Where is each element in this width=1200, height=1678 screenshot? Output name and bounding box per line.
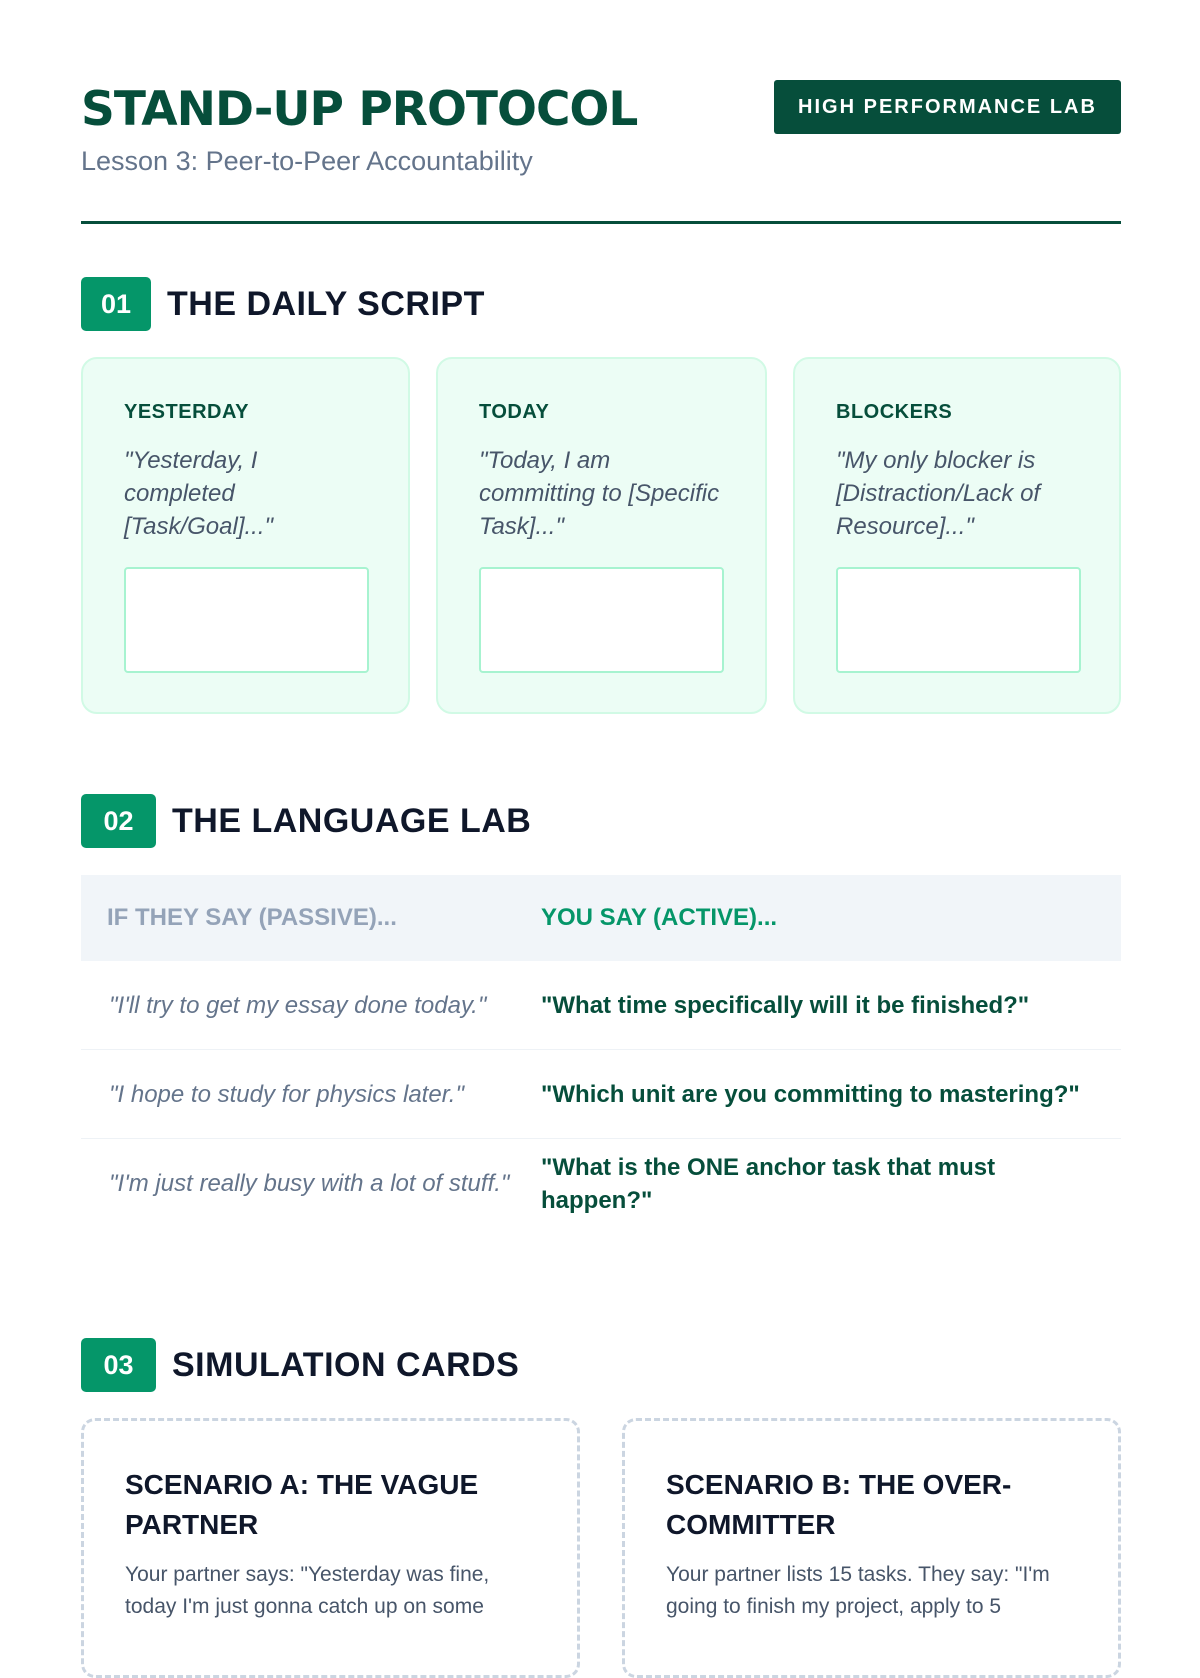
card-quote: "Yesterday, I completed [Task/Goal]..." — [124, 447, 274, 540]
card-quote: "My only blocker is [Distraction/Lack of Resource]..." — [836, 447, 1041, 540]
scenario-text: Your partner lists 15 tasks. They say: "I'm going to finish my project, apply to 5 — [666, 1563, 1050, 1618]
table-row — [81, 961, 1121, 1050]
page-subtitle: Lesson 3: Peer-to-Peer Accountability — [81, 146, 533, 176]
section-header-simulation-cards — [81, 1338, 519, 1392]
card-label: BLOCKERS — [836, 401, 953, 423]
passive-phrase: "I hope to study for physics later." — [109, 1080, 464, 1108]
active-phrase: "What is the ONE anchor task that must happen?" — [541, 1153, 996, 1214]
active-phrase: "Which unit are you committing to mastering?" — [541, 1080, 1080, 1108]
page-header — [81, 80, 1121, 224]
section-number: 02 — [81, 794, 156, 848]
column-header-active: YOU SAY (ACTIVE)... — [541, 904, 778, 931]
column-header-passive: IF THEY SAY (PASSIVE)... — [107, 904, 397, 931]
today-input-box[interactable] — [479, 567, 724, 673]
page-title: STAND-UP PROTOCOL — [81, 82, 638, 137]
script-card-blockers — [793, 357, 1121, 714]
scenario-title: SCENARIO B: THE OVER-COMMITTER — [666, 1469, 1012, 1540]
language-lab-table — [81, 875, 1121, 1228]
scenario-title: SCENARIO A: THE VAGUE PARTNER — [125, 1469, 479, 1540]
table-header — [81, 875, 1121, 961]
section-header-daily-script — [81, 277, 485, 331]
scenario-card-b — [622, 1418, 1121, 1678]
section-number: 03 — [81, 1338, 156, 1392]
scenario-card-a — [81, 1418, 580, 1678]
card-quote: "Today, I am committing to [Specific Task]..." — [479, 447, 720, 540]
lab-badge: HIGH PERFORMANCE LAB — [774, 80, 1121, 134]
script-card-today — [436, 357, 767, 714]
section-title: SIMULATION CARDS — [172, 1345, 520, 1384]
section-header-language-lab — [81, 794, 531, 848]
table-row — [81, 1050, 1121, 1139]
section-title: THE LANGUAGE LAB — [172, 801, 532, 840]
passive-phrase: "I'm just really busy with a lot of stuff." — [109, 1170, 510, 1197]
blockers-input-box[interactable] — [836, 567, 1081, 673]
yesterday-input-box[interactable] — [124, 567, 369, 673]
table-row — [81, 1139, 1121, 1228]
passive-phrase: "I'll try to get my essay done today." — [109, 991, 487, 1019]
card-label: TODAY — [479, 401, 550, 423]
active-phrase: "What time specifically will it be finished?" — [541, 991, 1030, 1019]
section-title: THE DAILY SCRIPT — [167, 284, 485, 323]
scenario-text: Your partner says: "Yesterday was fine, today I'm just gonna catch up on some — [125, 1563, 490, 1618]
script-card-yesterday — [81, 357, 410, 714]
section-number: 01 — [81, 277, 151, 331]
card-label: YESTERDAY — [124, 401, 249, 423]
